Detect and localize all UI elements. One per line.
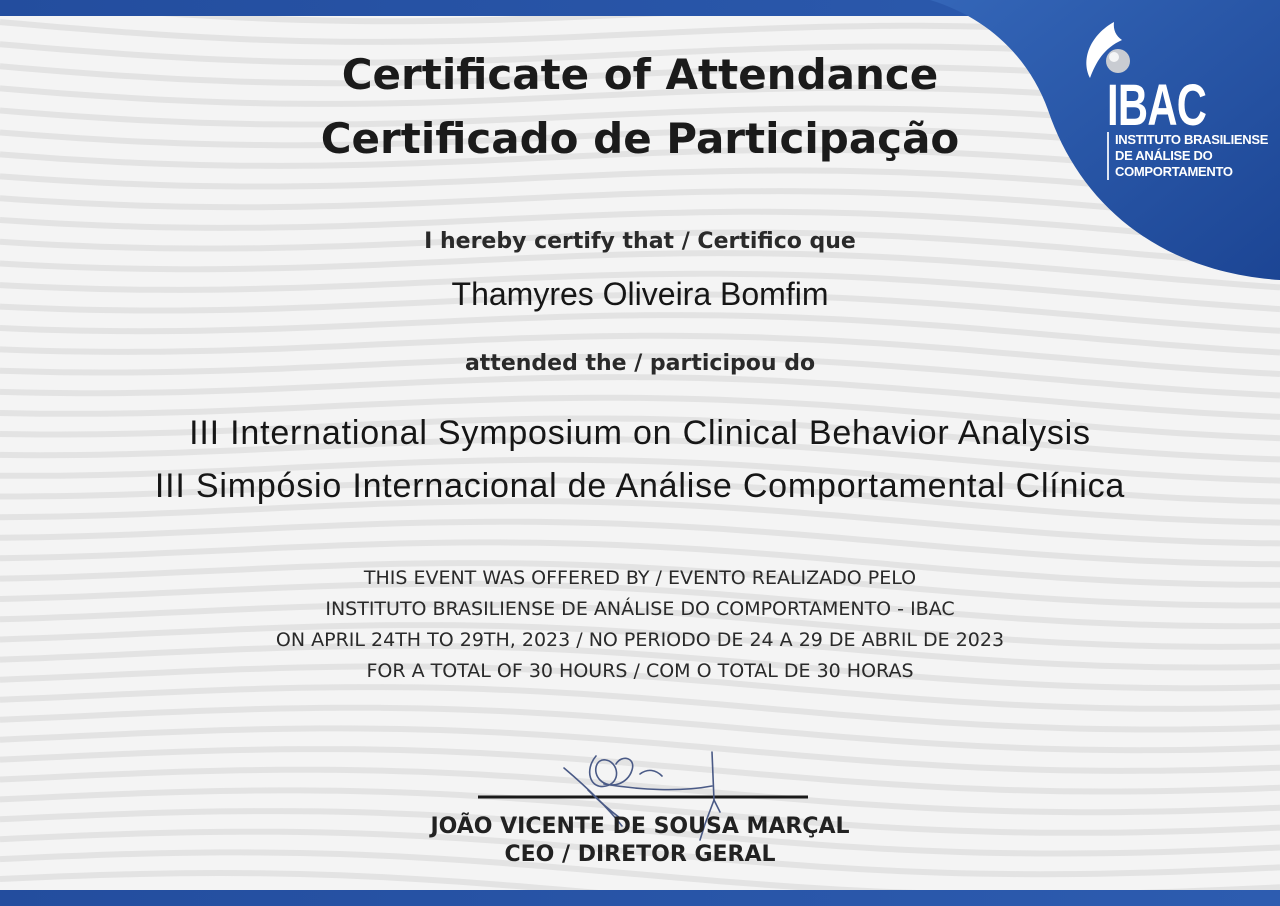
event-detail-line: FOR A TOTAL OF 30 HOURS / COM O TOTAL DE 30 HORAS [366, 660, 914, 682]
ibac-wordmark: IBAC [1107, 73, 1207, 138]
event-name-pt: III Simpósio Internacional de Análise Comportamental Clínica [154, 467, 1126, 505]
event-detail-line: THIS EVENT WAS OFFERED BY / EVENTO REALIZADO PELO [363, 567, 917, 589]
signatory-role: CEO / DIRETOR GERAL [504, 842, 776, 867]
event-detail-line: ON APRIL 24TH TO 29TH, 2023 / NO PERIODO DE 24 A 29 DE ABRIL DE 2023 [275, 629, 1005, 651]
signatory-name: JOÃO VICENTE DE SOUSA MARÇAL [430, 814, 850, 839]
certify-line: I hereby certify that / Certifico que [424, 229, 856, 254]
attended-line: attended the / participou do [464, 351, 816, 376]
certificate-title-en: Certificate of Attendance [341, 50, 939, 99]
event-detail-line: INSTITUTO BRASILIENSE DE ANÁLISE DO COMPORTAMENTO - IBAC [325, 598, 955, 620]
logo-line: DE ANÁLISE DO [1115, 148, 1213, 163]
logo-line: COMPORTAMENTO [1115, 164, 1233, 179]
recipient-name: Thamyres Oliveira Bomfim [451, 276, 829, 312]
event-name-en: III International Symposium on Clinical Behavior Analysis [189, 414, 1091, 452]
logo-line: INSTITUTO BRASILIENSE [1115, 132, 1269, 147]
certificate-title-pt: Certificado de Participação [320, 114, 960, 163]
